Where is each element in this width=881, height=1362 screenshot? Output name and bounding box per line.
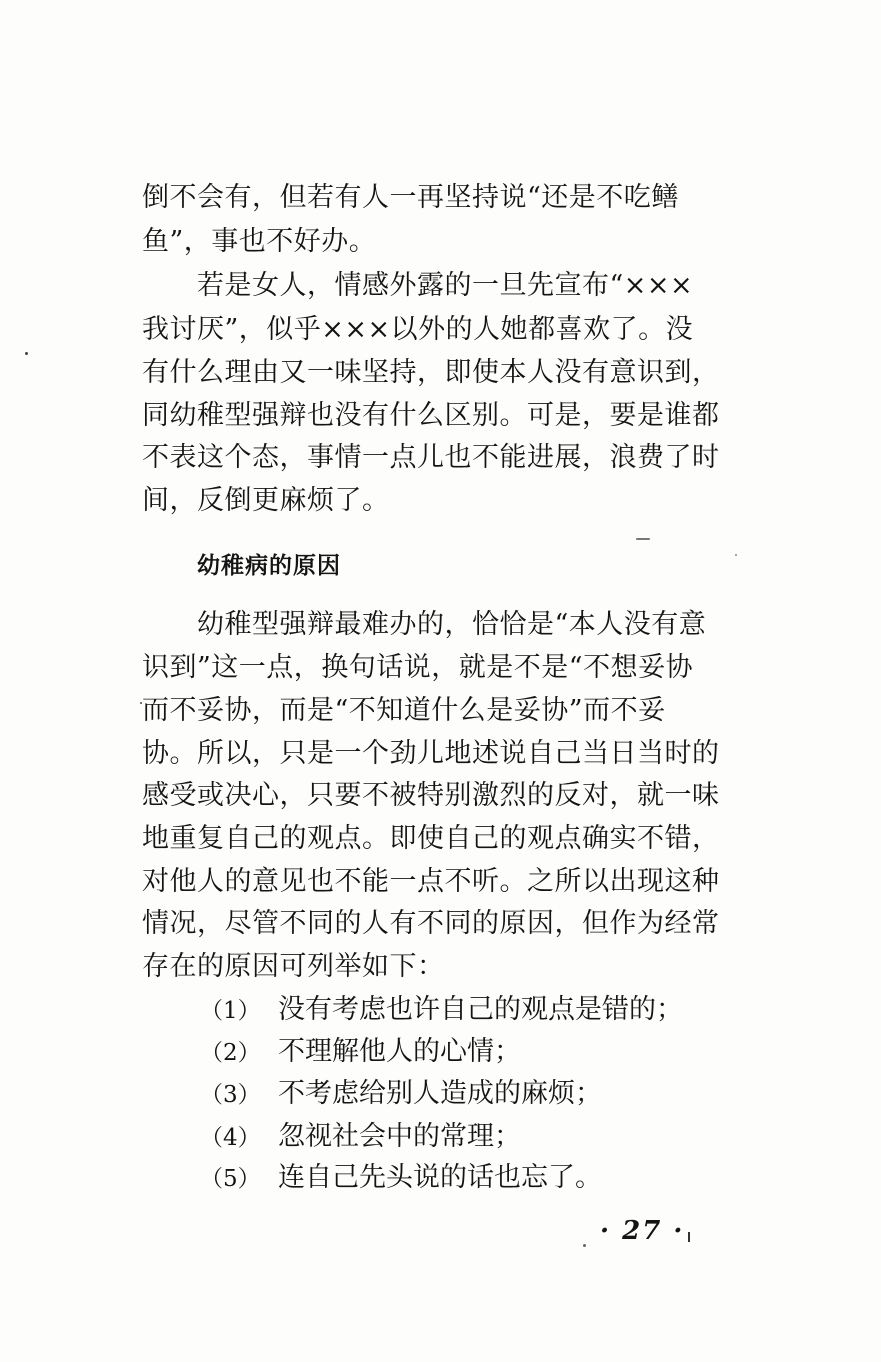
section-heading: 幼稚病的原因 xyxy=(197,552,341,579)
text-line: 我讨厌”，似乎×××以外的人她都喜欢了。没 xyxy=(142,314,694,345)
list-item-text: 忽视社会中的常理； xyxy=(278,1121,521,1152)
list-item xyxy=(200,1032,521,1073)
text-line: 地重复自己的观点。即使自己的观点确实不错， xyxy=(142,823,720,854)
list-item-number: （4） xyxy=(200,1125,261,1151)
scan-speck xyxy=(583,1244,586,1247)
text-line: 对他人的意见也不能一点不听。之所以出现这种 xyxy=(142,866,720,897)
list-item xyxy=(200,1074,602,1115)
text-line: 间，反倒更麻烦了。 xyxy=(142,485,390,516)
text-line: 倒不会有，但若有人一再坚持说“还是不吃鳝 xyxy=(142,182,679,213)
scan-speck xyxy=(688,1232,690,1242)
list-item xyxy=(200,1117,521,1158)
list-item-text: 不理解他人的心情； xyxy=(278,1036,521,1067)
list-item-text: 连自己先头说的话也忘了。 xyxy=(278,1162,602,1193)
text-line: 同幼稚型强辩也没有什么区别。可是，要是谁都 xyxy=(142,400,720,431)
text-line: 存在的原因可列举如下： xyxy=(142,951,445,982)
text-line: 若是女人，情感外露的一旦先宣布“××× xyxy=(142,270,694,301)
list-item-number: （3） xyxy=(200,1082,261,1108)
text-line: 而不妥协，而是“不知道什么是妥协”而不妥 xyxy=(142,695,666,726)
scan-speck xyxy=(140,702,142,704)
text-line: 不表这个态，事情一点儿也不能进展，浪费了时 xyxy=(142,442,720,473)
text-line: 感受或决心，只要不被特别激烈的反对，就一味 xyxy=(142,780,720,811)
scan-speck xyxy=(25,352,28,355)
text-line: 情况，尽管不同的人有不同的原因，但作为经常 xyxy=(142,908,720,939)
text-line: 幼稚型强辩最难办的，恰恰是“本人没有意 xyxy=(142,609,707,640)
list-item-number: （1） xyxy=(200,998,261,1024)
list-item xyxy=(200,990,683,1031)
list-item-number: （2） xyxy=(200,1040,261,1066)
text-line: 鱼”，事也不好办。 xyxy=(142,226,377,257)
page-number: · 27 · xyxy=(600,1216,685,1246)
text-line: 识到”这一点，换句话说，就是不是“不想妥协 xyxy=(142,652,694,683)
scan-speck xyxy=(735,554,737,556)
list-item-text: 没有考虑也许自己的观点是错的； xyxy=(278,994,683,1025)
list-item-text: 不考虑给别人造成的麻烦； xyxy=(278,1078,602,1109)
scan-speck xyxy=(636,538,650,540)
text-line: 有什么理由又一味坚持，即使本人没有意识到， xyxy=(142,357,720,388)
list-item-number: （5） xyxy=(200,1166,261,1192)
list-item xyxy=(200,1158,602,1199)
text-line: 协。所以，只是一个劲儿地述说自己当日当时的 xyxy=(142,738,720,769)
